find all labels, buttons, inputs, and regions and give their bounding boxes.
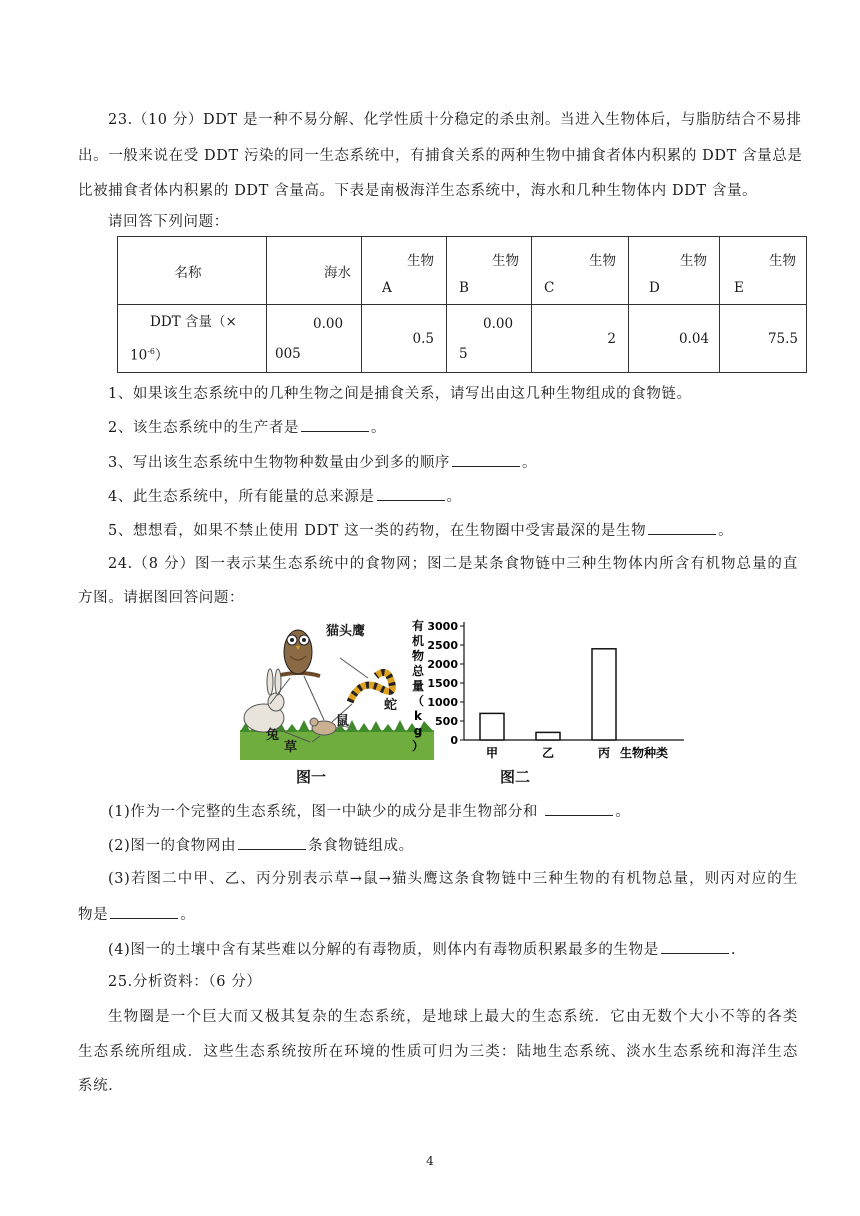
y-axis-label-char: 物: [411, 649, 425, 663]
x-axis-label: 生物种类: [620, 746, 669, 760]
table-cell-a: 0.5: [362, 305, 447, 373]
table-row: [118, 305, 807, 373]
y-axis-label-char: ）: [411, 739, 425, 753]
q24-line-2: 方图。请据图回答问题：: [78, 590, 245, 606]
answer-blank[interactable]: [110, 903, 178, 919]
rabbit-label: 兔: [266, 728, 280, 743]
bar: [592, 649, 616, 740]
y-tick-label: 500: [435, 715, 458, 728]
y-axis-label-char: 总: [411, 664, 425, 678]
figure-one-caption: 图一: [296, 768, 327, 786]
table-header-d: 生物 D: [629, 237, 720, 305]
q23-sub-2: 2、该生态系统中的生产者是 。: [108, 416, 386, 438]
grass-label: 草: [284, 740, 298, 755]
q24-part-3-line-1: (3)若图二中甲、乙、丙分别表示草→鼠→猫头鹰这条食物链中三种生物的有机物总量，则丙对应的生: [108, 871, 798, 887]
q25-title: 25.分析资料：（6 分）: [108, 974, 262, 990]
y-axis-label-char: 有: [411, 619, 425, 633]
table-cell-d: 0.04: [629, 305, 720, 373]
answer-blank[interactable]: [301, 416, 369, 432]
y-tick-label: 2500: [427, 639, 458, 652]
answer-blank[interactable]: [661, 938, 729, 954]
q25-line-3: 系统．: [78, 1078, 124, 1094]
table-header-a: 生物 A: [362, 237, 447, 305]
q23-prompt: 请回答下列问题：: [108, 214, 229, 230]
q25-line-1: 生物圈是一个巨大而又极其复杂的生态系统，是地球上最大的生态系统．它由无数个大小不等的各类: [108, 1009, 798, 1025]
table-cell-b: 0.00 5: [447, 305, 532, 373]
table-cell-seawater: 0.00 005: [267, 305, 362, 373]
table-header-b: 生物 B: [447, 237, 532, 305]
q23-line-1: 23.（10 分）DDT 是一种不易分解、化学性质十分稳定的杀虫剂。当进入生物体后，与脂肪结合不易排: [108, 112, 802, 128]
answer-blank[interactable]: [452, 451, 520, 467]
y-tick-label: 3000: [427, 620, 458, 633]
q24-part-3-line-2: 物是 。: [78, 903, 195, 925]
x-tick-label: 乙: [541, 746, 555, 760]
q23-sub-1: 1、如果该生态系统中的几种生物之间是捕食关系，请写出由这几种生物组成的食物链。: [108, 386, 692, 402]
answer-blank[interactable]: [648, 519, 716, 535]
answer-blank[interactable]: [545, 800, 613, 816]
table-header-row: [118, 237, 807, 305]
figure-two-caption: 图二: [500, 768, 531, 786]
q23-sub-4: 4、此生态系统中，所有能量的总来源是 。: [108, 485, 462, 507]
bar: [536, 732, 560, 740]
y-axis-label-char: （: [411, 694, 425, 708]
answer-blank[interactable]: [238, 834, 306, 850]
q23-sub-3: 3、写出该生态系统中生物物种数量由少到多的顺序 。: [108, 451, 537, 473]
table-cell-e: 75.5: [720, 305, 807, 373]
q25-line-2: 生态系统所组成．这些生态系统按所在环境的性质可归为三类：陆地生态系统、淡水生态系统和海洋生态: [78, 1044, 798, 1060]
y-axis-label-char: 机: [411, 634, 425, 648]
answer-blank[interactable]: [377, 485, 445, 501]
organic-matter-chart: [404, 616, 764, 791]
q24-part-2: (2)图一的食物网由 条食物链组成。: [108, 834, 414, 856]
page-number: 4: [426, 1154, 434, 1168]
table-header-name: 名称: [118, 237, 267, 305]
ddt-table: [117, 236, 807, 373]
bar: [480, 713, 504, 740]
table-header-e: 生物 E: [720, 237, 807, 305]
y-tick-label: 2000: [427, 658, 458, 671]
owl-label: 猫头鹰: [326, 624, 366, 639]
q23-sub-5: 5、想想看，如果不禁止使用 DDT 这一类的药物，在生物圈中受害最深的是生物 。: [108, 519, 733, 541]
x-tick-label: 甲: [485, 746, 499, 760]
y-axis-label-char: g: [413, 724, 423, 738]
y-tick-label: 0: [450, 734, 458, 747]
rabbit-icon: [244, 669, 284, 732]
snake-label: 蛇: [384, 698, 398, 713]
y-tick-label: 1000: [427, 696, 458, 709]
y-axis-label-char: k: [414, 709, 422, 723]
q24-part-1: (1)作为一个完整的生态系统，图一中缺少的成分是非生物部分和 。: [108, 800, 630, 822]
y-axis-label-char: 量: [411, 679, 425, 693]
q24-part-4: (4)图一的土壤中含有某些难以分解的有毒物质，则体内有毒物质积累最多的生物是 .: [108, 938, 736, 960]
table-header-c: 生物 C: [532, 237, 629, 305]
table-header-seawater: 海水: [267, 237, 362, 305]
bar-chart-svg: [404, 616, 764, 791]
table-cell-c: 2: [532, 305, 629, 373]
x-tick-label: 丙: [597, 746, 611, 760]
owl-icon: [276, 630, 320, 676]
q23-line-3: 比被捕食者体内积累的 DDT 含量高。下表是南极海洋生态系统中，海水和几种生物体内 DDT 含量。: [78, 183, 758, 199]
table-row-label: DDT 含量（× $10^{-6}$）: [118, 305, 267, 373]
mouse-label: 鼠: [336, 714, 350, 729]
y-tick-label: 1500: [427, 677, 458, 690]
q24-line-1: 24.（8 分）图一表示某生态系统中的食物网；图二是某条食物链中三种生物体内所含有机物总量的直: [108, 556, 798, 572]
q23-line-2: 出。一般来说在受 DDT 污染的同一生态系统中，有捕食关系的两种生物中捕食者体内积累的 DDT 含量总是: [78, 148, 803, 164]
